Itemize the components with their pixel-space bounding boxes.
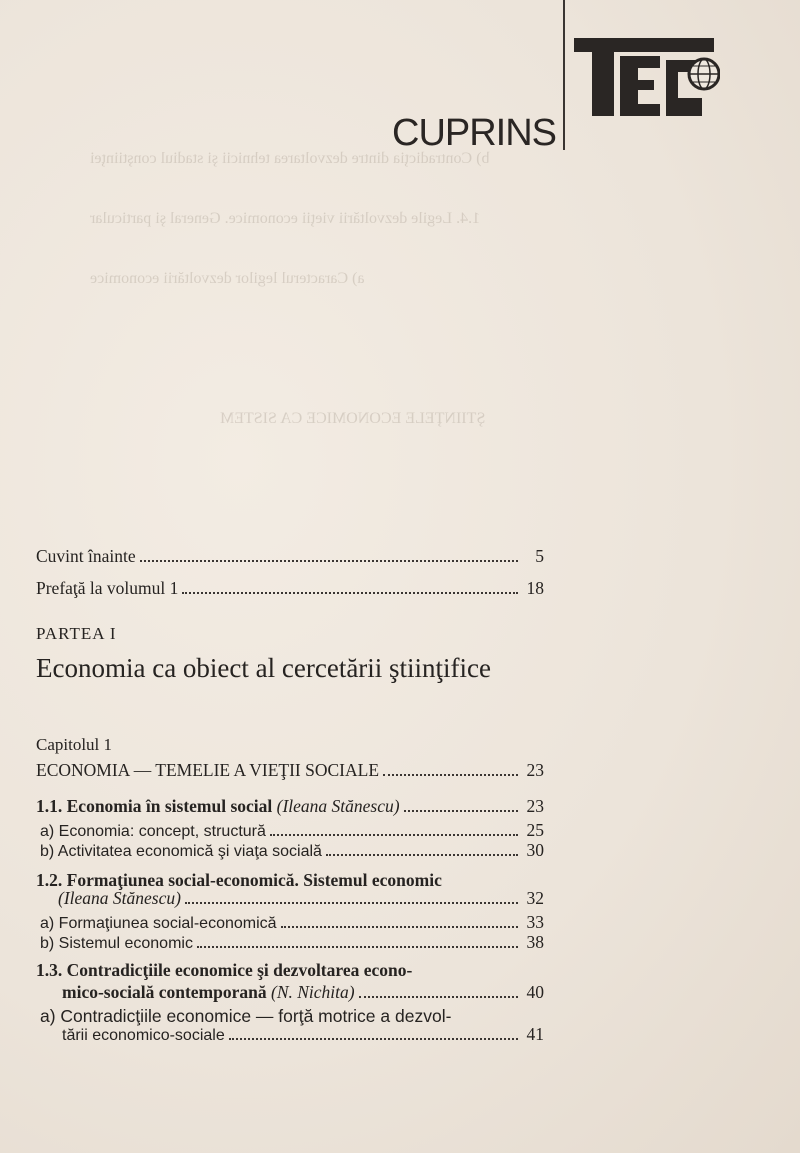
- dot-leader: [359, 982, 518, 998]
- dot-leader: [185, 888, 518, 904]
- section-author: (Ileana Stănescu): [276, 796, 400, 816]
- subsection-label: b) Activitatea economică şi viaţa socială: [40, 843, 322, 860]
- dot-leader: [182, 578, 518, 594]
- chapter-label: Capitolul 1: [36, 735, 113, 754]
- section-author: (N. Nichita): [271, 982, 355, 1002]
- section-title: Economia în sistemul social: [66, 796, 273, 816]
- dot-leader: [229, 1024, 518, 1040]
- toc-page-number: 23: [526, 796, 544, 816]
- section-title: Contradicţiile economice şi dezvoltarea econo-: [66, 960, 413, 980]
- part-title: Economia ca obiect al cercetării ştiinţifice: [36, 653, 492, 683]
- subsection-label: a) Contradicţiile economice — forţă motrice a dezvol-: [40, 1006, 452, 1026]
- subsection-label: b) Sistemul economic: [40, 935, 193, 952]
- toc-section-1-3-heading[interactable]: [36, 960, 412, 981]
- toc-section-1-3[interactable]: [62, 982, 544, 1006]
- toc-page-number: 25: [526, 820, 544, 840]
- toc-section-1-1[interactable]: [36, 796, 544, 820]
- fold-line: [563, 0, 565, 150]
- toc-entry-label: Prefaţă la volumul 1: [36, 578, 179, 598]
- toc-entry-foreword[interactable]: [36, 546, 544, 570]
- page-title: CUPRINS: [392, 112, 557, 154]
- dot-leader: [270, 820, 518, 836]
- toc-entry-label: Cuvint înainte: [36, 546, 136, 566]
- subsection-label: a) Economia: concept, structură: [40, 823, 266, 840]
- show-through-text: a) Caracterul legilor dezvoltării economice: [90, 270, 365, 287]
- subsection-label-continued: tării economico-sociale: [62, 1027, 225, 1044]
- section-title: Formaţiunea social-economică. Sistemul economic: [66, 870, 442, 890]
- dot-leader: [404, 796, 518, 812]
- dot-leader: [197, 932, 518, 948]
- section-number: 1.3.: [36, 960, 63, 980]
- toc-page-number: 33: [526, 912, 544, 932]
- part-label: PARTEA I: [36, 624, 117, 643]
- toc-entry-preface[interactable]: [36, 578, 544, 602]
- section-number: 1.1.: [36, 796, 63, 816]
- show-through-text: ŞTIINŢELE ECONOMICE CA SISTEM: [220, 410, 486, 427]
- section-number: 1.2.: [36, 870, 63, 890]
- toc-page-number: 38: [526, 932, 544, 952]
- toc-subsection[interactable]: [62, 1024, 544, 1048]
- section-title-continued: mico-socială contemporană: [62, 982, 267, 1002]
- toc-page-number: 41: [526, 1024, 544, 1044]
- subsection-label: a) Formaţiunea social-economică: [40, 915, 277, 932]
- toc-page-number: 23: [526, 760, 544, 780]
- dot-leader: [383, 760, 518, 776]
- dot-leader: [326, 840, 518, 856]
- toc-page-number: 18: [526, 578, 544, 598]
- show-through-text: 1.4. Legile dezvoltării vieţii economice. General şi particular: [90, 210, 481, 227]
- section-author: (Ileana Stănescu): [58, 888, 181, 908]
- toc-page-number: 40: [526, 982, 544, 1002]
- show-through-text: b) Contradicţia dintre dezvoltarea tehnicii şi stadiul conştiinţei: [90, 150, 490, 167]
- toc-page-number: 5: [535, 546, 544, 566]
- dot-leader: [140, 546, 518, 562]
- toc-page-number: 30: [526, 840, 544, 860]
- toc-page-number: 32: [526, 888, 544, 908]
- tec-logo: [570, 34, 720, 120]
- chapter-title: ECONOMIA — TEMELIE A VIEŢII SOCIALE: [36, 760, 380, 780]
- dot-leader: [281, 912, 518, 928]
- toc-subsection[interactable]: [40, 932, 544, 956]
- toc-section-1-2[interactable]: [58, 888, 544, 912]
- toc-subsection[interactable]: [40, 840, 544, 864]
- toc-entry-chapter[interactable]: [36, 760, 544, 784]
